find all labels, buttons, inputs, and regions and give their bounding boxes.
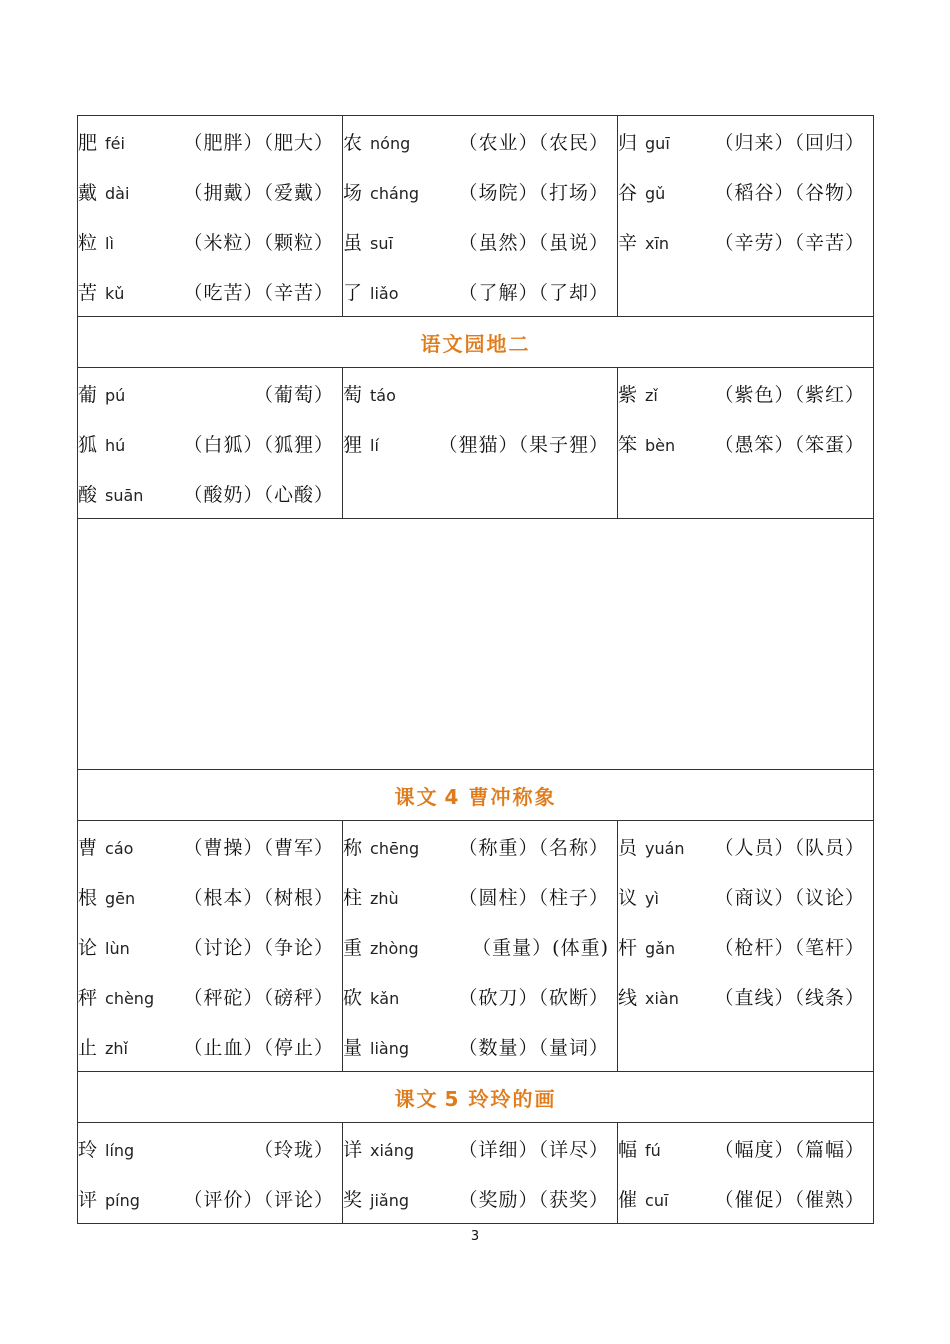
pinyin: bèn xyxy=(645,435,676,455)
vocab-entry xyxy=(78,166,342,216)
example-words: （场院）（打场） xyxy=(458,181,609,204)
section-title-lesson4: 课文 4 曹冲称象 xyxy=(78,770,874,821)
hanzi: 辛 xyxy=(618,231,638,254)
entry-head xyxy=(618,983,679,1010)
example-words: （幅度）（篇幅） xyxy=(714,1138,865,1161)
entry-head xyxy=(343,278,399,305)
pinyin: líng xyxy=(105,1140,135,1160)
hanzi: 称 xyxy=(343,836,363,859)
example-words: （葡萄） xyxy=(253,383,334,406)
vocab-entry xyxy=(78,921,342,971)
vocab-entry xyxy=(343,921,617,971)
blank-cell xyxy=(78,519,874,770)
entry-head xyxy=(618,228,669,255)
example-words: （归来）（回归） xyxy=(714,131,865,154)
example-words: （农业）（农民） xyxy=(458,131,609,154)
pinyin: píng xyxy=(105,1190,140,1210)
example-words: （根本）（树根） xyxy=(183,886,334,909)
pinyin: chēng xyxy=(370,838,420,858)
vocab-entry xyxy=(343,871,617,921)
entry-head xyxy=(343,1185,409,1212)
example-words: （枪杆）（笔杆） xyxy=(714,936,865,959)
entry-head xyxy=(78,278,124,305)
example-words: （狸猫）（果子狸） xyxy=(438,433,609,456)
example-words: （数量）（量词） xyxy=(458,1036,609,1059)
example-words: （奖励）（获奖） xyxy=(458,1188,609,1211)
hanzi: 曹 xyxy=(78,836,98,859)
pinyin: gǎn xyxy=(645,938,676,958)
pinyin: liàng xyxy=(370,1038,410,1058)
vocab-entry xyxy=(78,116,342,166)
example-words: （米粒）（颗粒） xyxy=(183,231,334,254)
example-words: （秤砣）（磅秤） xyxy=(183,986,334,1009)
hanzi: 场 xyxy=(343,181,363,204)
example-words: （愚笨）（笨蛋） xyxy=(714,433,865,456)
hanzi: 催 xyxy=(618,1188,638,1211)
pinyin: liǎo xyxy=(370,283,399,303)
vocab-entry xyxy=(618,821,873,871)
example-words: （讨论）（争论） xyxy=(183,936,334,959)
example-words: （吃苦）（辛苦） xyxy=(183,281,334,304)
hanzi: 重 xyxy=(343,936,363,959)
column-3 xyxy=(618,1123,874,1224)
vocab-entry xyxy=(618,871,873,921)
vocab-entry xyxy=(78,266,342,316)
hanzi: 虽 xyxy=(343,231,363,254)
pinyin: zhòng xyxy=(370,938,419,958)
vocabulary-table xyxy=(77,115,874,1224)
pinyin: cuī xyxy=(645,1190,669,1210)
pinyin: dài xyxy=(105,183,130,203)
entry-head xyxy=(343,933,419,960)
vocab-entry xyxy=(78,468,342,518)
entry-head xyxy=(78,128,125,155)
vocab-entry xyxy=(78,368,342,418)
hanzi: 评 xyxy=(78,1188,98,1211)
column-1 xyxy=(78,1123,343,1224)
example-words: （玲珑） xyxy=(253,1138,334,1161)
vocab-entry xyxy=(78,871,342,921)
entry-head xyxy=(343,228,393,255)
entry-head xyxy=(343,983,399,1010)
pinyin: féi xyxy=(105,133,125,153)
entry-head xyxy=(78,228,114,255)
pinyin: jiǎng xyxy=(370,1190,410,1210)
entry-head xyxy=(343,128,410,155)
vocab-entry xyxy=(618,971,873,1021)
entry-head xyxy=(618,128,670,155)
example-words: （紫色）（紫红） xyxy=(714,383,865,406)
entry-head xyxy=(618,380,658,407)
example-words: （评价）（评论） xyxy=(183,1188,334,1211)
hanzi: 粒 xyxy=(78,231,98,254)
vocab-entry xyxy=(343,116,617,166)
column-1 xyxy=(78,821,343,1072)
pinyin: hú xyxy=(105,435,126,455)
pinyin: guī xyxy=(645,133,670,153)
column-2 xyxy=(343,368,618,519)
hanzi: 柱 xyxy=(343,886,363,909)
pinyin: zǐ xyxy=(645,385,658,405)
vocab-entry xyxy=(343,971,617,1021)
column-2 xyxy=(343,821,618,1072)
entry-head xyxy=(343,178,419,205)
vocab-entry xyxy=(78,1021,342,1071)
entry-head xyxy=(78,480,143,507)
vocab-entry xyxy=(343,216,617,266)
section-lesson5-row xyxy=(78,1123,874,1224)
pinyin: lì xyxy=(105,233,114,253)
example-words: （止血）（停止） xyxy=(183,1036,334,1059)
hanzi: 紫 xyxy=(618,383,638,406)
vocab-entry xyxy=(343,1123,617,1173)
entry-head xyxy=(343,1033,409,1060)
blank-row xyxy=(78,519,874,770)
hanzi: 谷 xyxy=(618,181,638,204)
vocab-entry xyxy=(343,1173,617,1223)
example-words: （白狐）（狐狸） xyxy=(183,433,334,456)
vocab-entry xyxy=(618,216,873,266)
example-words: （肥胖）（肥大） xyxy=(183,131,334,154)
vocab-entry xyxy=(343,166,617,216)
pinyin: xiáng xyxy=(370,1140,415,1160)
entry-head xyxy=(343,380,396,407)
entry-head xyxy=(78,430,125,457)
pinyin: cháng xyxy=(370,183,420,203)
entry-head xyxy=(618,1135,661,1162)
hanzi: 幅 xyxy=(618,1138,638,1161)
hanzi: 量 xyxy=(343,1036,363,1059)
example-words: （人员）（队员） xyxy=(714,836,865,859)
vocab-entry xyxy=(618,921,873,971)
pinyin: zhǐ xyxy=(105,1038,128,1058)
pinyin: xiàn xyxy=(645,988,679,1008)
example-words: （辛劳）（辛苦） xyxy=(714,231,865,254)
example-words: （稻谷）（谷物） xyxy=(714,181,865,204)
pinyin: táo xyxy=(370,385,396,405)
entry-head xyxy=(78,1135,134,1162)
section-garden2-row xyxy=(78,368,874,519)
hanzi: 葡 xyxy=(78,383,98,406)
pinyin: yì xyxy=(645,888,659,908)
hanzi: 农 xyxy=(343,131,363,154)
column-3 xyxy=(618,368,874,519)
pinyin: kǎn xyxy=(370,988,400,1008)
entry-head xyxy=(78,178,129,205)
hanzi: 论 xyxy=(78,936,98,959)
entry-head xyxy=(78,933,130,960)
vocab-entry xyxy=(343,821,617,871)
hanzi: 根 xyxy=(78,886,98,909)
pinyin: gēn xyxy=(105,888,136,908)
example-words: （圆柱）（柱子） xyxy=(458,886,609,909)
section-header-row xyxy=(78,770,874,821)
hanzi: 议 xyxy=(618,886,638,909)
vocab-entry xyxy=(618,418,873,468)
vocab-entry xyxy=(78,971,342,1021)
example-words: （虽然）（虽说） xyxy=(458,231,609,254)
pinyin: gǔ xyxy=(645,183,666,203)
entry-head xyxy=(78,380,125,407)
pinyin: chèng xyxy=(105,988,155,1008)
vocab-entry xyxy=(78,1123,342,1173)
example-words: （详细）（详尽） xyxy=(458,1138,609,1161)
column-2 xyxy=(343,116,618,317)
hanzi: 砍 xyxy=(343,986,363,1009)
vocab-entry xyxy=(78,821,342,871)
hanzi: 笨 xyxy=(618,433,638,456)
hanzi: 戴 xyxy=(78,181,98,204)
hanzi: 了 xyxy=(343,281,363,304)
hanzi: 狐 xyxy=(78,433,98,456)
hanzi: 线 xyxy=(618,986,638,1009)
column-1 xyxy=(78,116,343,317)
vocab-entry xyxy=(78,418,342,468)
example-words: （曹操）（曹军） xyxy=(183,836,334,859)
example-words: （直线）（线条） xyxy=(714,986,865,1009)
entry-head xyxy=(618,178,665,205)
entry-head xyxy=(78,1185,140,1212)
hanzi: 秤 xyxy=(78,986,98,1009)
section-header-row xyxy=(78,1072,874,1123)
hanzi: 狸 xyxy=(343,433,363,456)
vocab-entry xyxy=(618,1123,873,1173)
entry-head xyxy=(618,933,675,960)
hanzi: 员 xyxy=(618,836,638,859)
hanzi: 详 xyxy=(343,1138,363,1161)
example-words: （酸奶）（心酸） xyxy=(183,483,334,506)
entry-head xyxy=(343,833,419,860)
hanzi: 苦 xyxy=(78,281,98,304)
section-lesson4-row xyxy=(78,821,874,1072)
entry-head xyxy=(618,430,675,457)
vocab-entry xyxy=(618,116,873,166)
pinyin: suān xyxy=(105,485,144,505)
entry-head xyxy=(618,1185,668,1212)
entry-head xyxy=(343,1135,414,1162)
pinyin: fú xyxy=(645,1140,661,1160)
section-header-row xyxy=(78,317,874,368)
hanzi: 奖 xyxy=(343,1188,363,1211)
hanzi: 肥 xyxy=(78,131,98,154)
example-words: （拥戴）（爱戴） xyxy=(183,181,334,204)
entry-head xyxy=(78,983,154,1010)
column-1 xyxy=(78,368,343,519)
section-top-row xyxy=(78,116,874,317)
entry-head xyxy=(618,883,659,910)
entry-head xyxy=(343,883,399,910)
vocab-entry xyxy=(78,216,342,266)
section-title-lesson5: 课文 5 玲玲的画 xyxy=(78,1072,874,1123)
pinyin: pú xyxy=(105,385,126,405)
pinyin: kǔ xyxy=(105,283,125,303)
pinyin: xīn xyxy=(645,233,670,253)
vocab-entry xyxy=(343,418,617,468)
entry-head xyxy=(78,1033,128,1060)
example-words: （催促）（催熟） xyxy=(714,1188,865,1211)
vocab-entry xyxy=(618,1173,873,1223)
entry-head xyxy=(78,883,135,910)
example-words: （了解）（了却） xyxy=(458,281,609,304)
vocab-entry xyxy=(343,266,617,316)
hanzi: 归 xyxy=(618,131,638,154)
vocab-entry xyxy=(618,166,873,216)
section-title-garden2: 语文园地二 xyxy=(78,317,874,368)
pinyin: yuán xyxy=(645,838,685,858)
example-words: （重量）(体重) xyxy=(472,936,609,959)
pinyin: lí xyxy=(370,435,379,455)
pinyin: cáo xyxy=(105,838,134,858)
pinyin: lùn xyxy=(105,938,130,958)
example-words: （商议）（议论） xyxy=(714,886,865,909)
example-words: （砍刀）（砍断） xyxy=(458,986,609,1009)
entry-head xyxy=(618,833,685,860)
entry-head xyxy=(343,430,379,457)
entry-head xyxy=(78,833,133,860)
vocab-entry xyxy=(78,1173,342,1223)
hanzi: 酸 xyxy=(78,483,98,506)
pinyin: suī xyxy=(370,233,393,253)
vocab-entry xyxy=(343,368,617,418)
page-number: 3 xyxy=(470,1229,480,1244)
column-3 xyxy=(618,116,874,317)
hanzi: 杆 xyxy=(618,936,638,959)
hanzi: 止 xyxy=(78,1036,98,1059)
vocab-entry xyxy=(618,368,873,418)
hanzi: 玲 xyxy=(78,1138,98,1161)
pinyin: zhù xyxy=(370,888,399,908)
column-3 xyxy=(618,821,874,1072)
example-words: （称重）（名称） xyxy=(458,836,609,859)
column-2 xyxy=(343,1123,618,1224)
vocab-entry xyxy=(343,1021,617,1071)
hanzi: 萄 xyxy=(343,383,363,406)
pinyin: nóng xyxy=(370,133,411,153)
